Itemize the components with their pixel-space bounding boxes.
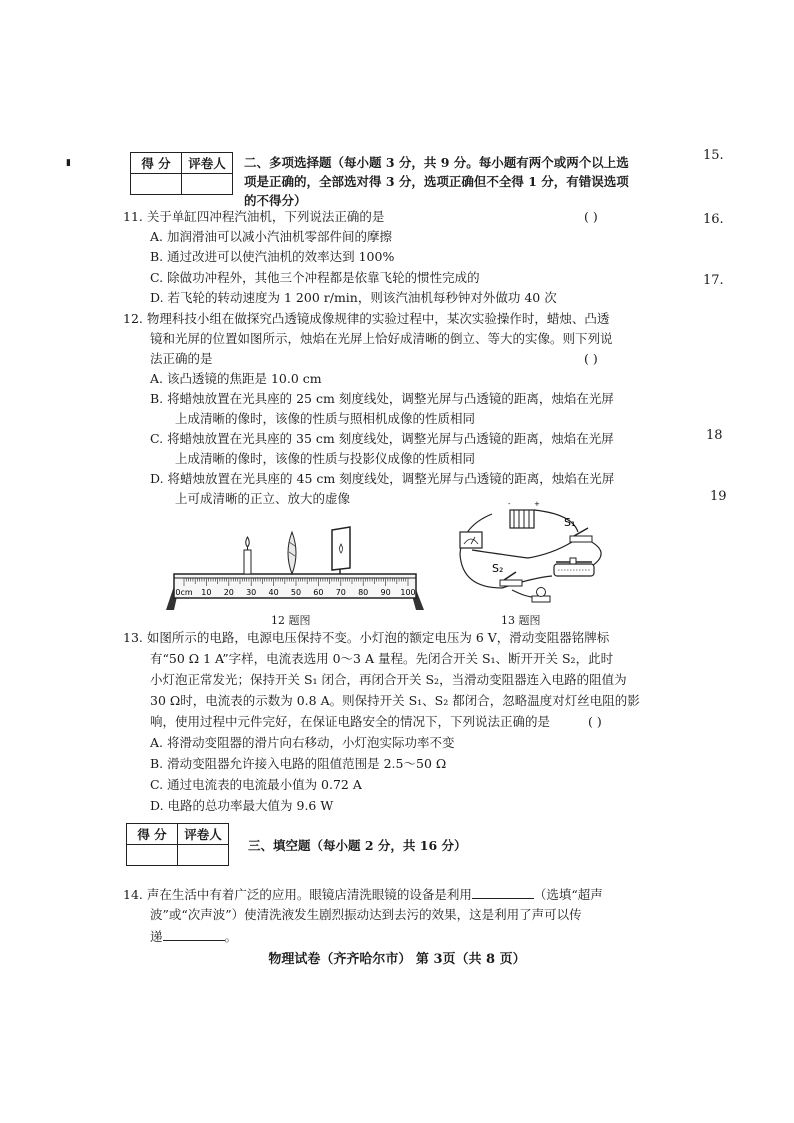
section-3-title: 三、填空题（每小题 2 分，共 16 分）	[248, 838, 467, 853]
label-s1: S₁	[564, 516, 576, 529]
q14-line-1	[123, 884, 603, 905]
q14-text-1b: （选填“超声	[533, 887, 603, 902]
q13-stem-line-5: 响，使用过程中元件完好，在保证电路安全的情况下，下列说法正确的是	[150, 714, 551, 729]
q13-stem-line-1: 13. 如图所示的电路，电源电压保持不变。小灯泡的额定电压为 6 V，滑动变阻器铭牌标	[123, 630, 610, 645]
score-box-section-3	[126, 823, 229, 866]
q13-stem-line-2: 有“50 Ω 1 A”字样，电流表选用 0～3 A 量程。先闭合开关 S₁、断开开关 S₂，此时	[150, 651, 614, 666]
q13-answer-paren[interactable]: ( )	[588, 714, 602, 729]
margin-number-15: 15.	[703, 148, 724, 163]
figure-13-circuit	[452, 496, 614, 614]
q14-line-2: 波”或“次声波”）使清洗液发生剧烈振动达到去污的效果，这是利用了声可以传	[150, 907, 582, 922]
q14-text-3a: 递	[150, 929, 163, 944]
q11-option-b: B. 通过改进可以使汽油机的效率达到 100%	[150, 249, 395, 264]
ammeter	[460, 532, 482, 548]
q14-text-1a: 14. 声在生活中有着广泛的应用。眼镜店清洗眼镜的设备是利用	[123, 887, 472, 902]
ruler-label: 30	[246, 588, 257, 597]
ruler-label: 10	[201, 588, 212, 597]
grader-cell[interactable]	[182, 174, 233, 195]
q12-stem-line-3: 法正确的是	[150, 351, 213, 366]
label-s2: S₂	[492, 562, 504, 575]
circuit-wire-outer	[460, 514, 552, 588]
candle	[244, 537, 251, 574]
q12-option-a: A. 该凸透镜的焦距是 10.0 cm	[150, 371, 322, 386]
q12-option-c-line-1: C. 将蜡烛放置在光具座的 35 cm 刻度线处，调整光屏与凸透镜的距离，烛焰在光屏	[150, 431, 614, 446]
q12-option-d-line-1: D. 将蜡烛放置在光具座的 45 cm 刻度线处，调整光屏与凸透镜的距离，烛焰在光屏	[150, 471, 615, 486]
q13-option-a: A. 将滑动变阻器的滑片向右移动，小灯泡实际功率不变	[150, 735, 455, 750]
q11-answer-paren[interactable]: ( )	[584, 209, 598, 224]
score-box-section-2	[130, 152, 233, 195]
small-lamp	[532, 588, 550, 603]
q13-option-b: B. 滑动变阻器允许接入电路的阻值范围是 2.5～50 Ω	[150, 756, 447, 771]
sliding-rheostat	[554, 558, 594, 576]
q14-text-3b: 。	[224, 929, 238, 944]
light-screen	[332, 527, 350, 574]
q12-option-d-line-2: 上可成清晰的正立、放大的虚像	[175, 491, 351, 506]
q13-stem-line-4: 30 Ω时，电流表的示数为 0.8 A。则保持开关 S₁、S₂ 都闭合，忽略温度对灯丝电阻的影	[150, 693, 640, 708]
margin-number-18: 18	[706, 428, 723, 443]
q14-blank-2[interactable]	[163, 926, 225, 941]
q13-option-d: D. 电路的总功率最大值为 9.6 W	[150, 798, 334, 813]
q12-option-b-line-2: 上成清晰的像时，该像的性质与照相机成像的性质相同	[175, 411, 476, 426]
section-2-title-line-2: 项是正确的，全部选对得 3 分，选项正确但不全得 1 分，有错误选项	[244, 174, 629, 189]
battery	[508, 500, 540, 528]
ruler-label: 90	[380, 588, 391, 597]
figure-13-caption: 13 题图	[501, 614, 541, 627]
circuit-wire-middle	[472, 542, 572, 558]
margin-number-16: 16.	[703, 212, 724, 227]
ruler-label: 40	[268, 588, 279, 597]
figure-12-caption: 12 题图	[271, 614, 311, 627]
score-cell[interactable]	[131, 174, 182, 195]
grader-cell[interactable]	[178, 845, 229, 866]
q12-answer-paren[interactable]: ( )	[584, 351, 598, 366]
convex-lens	[288, 532, 296, 574]
svg-text:-: -	[508, 500, 511, 508]
section-2-title-line-3: 的不得分）	[244, 193, 307, 208]
left-margin-mark: ▮	[66, 158, 71, 168]
ruler-label: 50	[290, 588, 302, 597]
ruler-label: 20	[223, 588, 234, 597]
score-cell[interactable]	[127, 845, 178, 866]
q11-option-d: D. 若飞轮的转动速度为 1 200 r/min，则该汽油机每秒钟对外做功 40 次	[150, 290, 557, 305]
ruler-label: 100	[400, 588, 416, 597]
q12-stem-line-1: 12. 物理科技小组在做探究凸透镜成像规律的实验过程中，某次实验操作时，蜡烛、凸透	[123, 311, 610, 326]
ruler-label: 60	[313, 588, 324, 597]
section-2-title-line-1: 二、多项选择题（每小题 3 分，共 9 分。每小题有两个或两个以上选	[244, 155, 629, 170]
ruler-label: 80	[358, 588, 369, 597]
margin-number-19: 19	[710, 489, 727, 504]
figure-12-optical-bench	[160, 522, 430, 612]
ruler-labels	[175, 588, 415, 597]
ruler-label: 70	[335, 588, 346, 597]
score-label: 得 分	[131, 153, 182, 174]
q11-option-a: A. 加润滑油可以减小汽油机零部件间的摩擦	[150, 229, 392, 244]
q12-option-c-line-2: 上成清晰的像时，该像的性质与投影仪成像的性质相同	[175, 451, 476, 466]
score-label: 得 分	[127, 824, 178, 845]
q11-stem: 11. 关于单缸四冲程汽油机，下列说法正确的是	[123, 209, 385, 224]
q14-line-3	[150, 926, 237, 947]
svg-text:+: +	[534, 500, 540, 508]
q13-stem-line-3: 小灯泡正常发光；保持开关 S₁ 闭合，再闭合开关 S₂，当滑动变阻器连入电路的阻值为	[150, 672, 627, 687]
q12-stem-line-2: 镜和光屏的位置如图所示，烛焰在光屏上恰好成清晰的倒立、等大的实像。则下列说	[150, 331, 613, 346]
q14-blank-1[interactable]	[472, 884, 534, 899]
q12-option-b-line-1: B. 将蜡烛放置在光具座的 25 cm 刻度线处，调整光屏与凸透镜的距离，烛焰在光屏	[150, 391, 614, 406]
ruler-label: 0cm	[175, 588, 193, 597]
grader-label: 评卷人	[178, 824, 229, 845]
q13-option-c: C. 通过电流表的电流最小值为 0.72 A	[150, 777, 362, 792]
margin-number-17: 17.	[703, 273, 724, 288]
grader-label: 评卷人	[182, 153, 233, 174]
switch-s1	[570, 528, 592, 542]
page-footer: 物理试卷（齐齐哈尔市） 第 3页（共 8 页）	[268, 952, 526, 967]
q11-option-c: C. 除做功冲程外，其他三个冲程都是依靠飞轮的惯性完成的	[150, 270, 480, 285]
